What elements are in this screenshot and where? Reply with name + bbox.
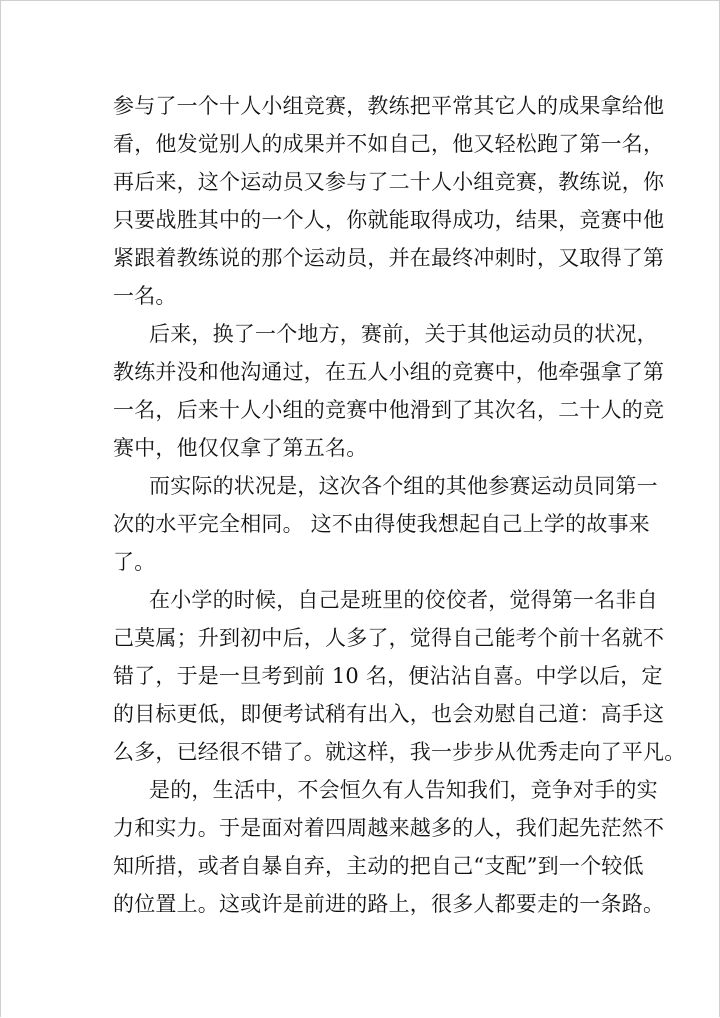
- text-line: 一名，后来十人小组的竞赛中他滑到了其次名，二十人的竞: [113, 398, 665, 422]
- text-line: 力和实力。于是面对着四周越来越多的人，我们起先茫然不: [113, 816, 665, 840]
- text-line: 了。: [113, 550, 156, 574]
- text-line: 知所措，或者自暴自弃，主动的把自己“支配”到一个较低: [113, 854, 644, 878]
- text-line: 再后来，这个运动员又参与了二十人小组竞赛，教练说，你: [113, 170, 665, 194]
- text-line: 赛中，他仅仅拿了第五名。: [113, 436, 368, 460]
- text-line: 己莫属；升到初中后，人多了，觉得自己能考个前十名就不: [113, 626, 665, 650]
- text-line: 次的水平完全相同。 这不由得使我想起自己上学的故事来: [113, 512, 650, 536]
- text-line: 紧跟着教练说的那个运动员，并在最终冲刺时，又取得了第: [113, 246, 665, 270]
- text-line-indented: 后来，换了一个地方，赛前，关于其他运动员的状况，: [149, 322, 658, 346]
- paragraph-1: [113, 87, 665, 315]
- text-line-indented: 是的，生活中，不会恒久有人告知我们，竞争对手的实: [149, 778, 658, 802]
- paragraph-3: [113, 467, 658, 581]
- text-line: 的目标更低，即便考试稍有出入，也会劝慰自己道：高手这: [113, 702, 665, 726]
- text-line: 只要战胜其中的一个人，你就能取得成功，结果，竞赛中他: [113, 208, 665, 232]
- text-line-indented: 而实际的状况是，这次各个组的其他参赛运动员同第一: [149, 474, 658, 498]
- text-line: 么多，已经很不错了。就这样，我一步步从优秀走向了平凡。: [113, 740, 686, 764]
- document-body: [113, 87, 686, 923]
- text-line: 错了，于是一旦考到前 10 名，便沾沾自喜。中学以后，定: [113, 664, 663, 688]
- text-line: 参与了一个十人小组竞赛，教练把平常其它人的成果拿给他: [113, 94, 665, 118]
- text-line-indented: 在小学的时候，自己是班里的佼佼者，觉得第一名非自: [149, 588, 658, 612]
- paragraph-5: [113, 771, 665, 923]
- text-line: 看，他发觉别人的成果并不如自己，他又轻松跑了第一名，: [113, 132, 665, 156]
- text-line: 教练并没和他沟通过，在五人小组的竞赛中，他牵强拿了第: [113, 360, 665, 384]
- paragraph-2: [113, 315, 665, 467]
- text-line: 的位置上。这或许是前进的路上，很多人都要走的一条路。: [113, 892, 665, 916]
- paragraph-4: [113, 581, 686, 771]
- text-line: 一名。: [113, 284, 177, 308]
